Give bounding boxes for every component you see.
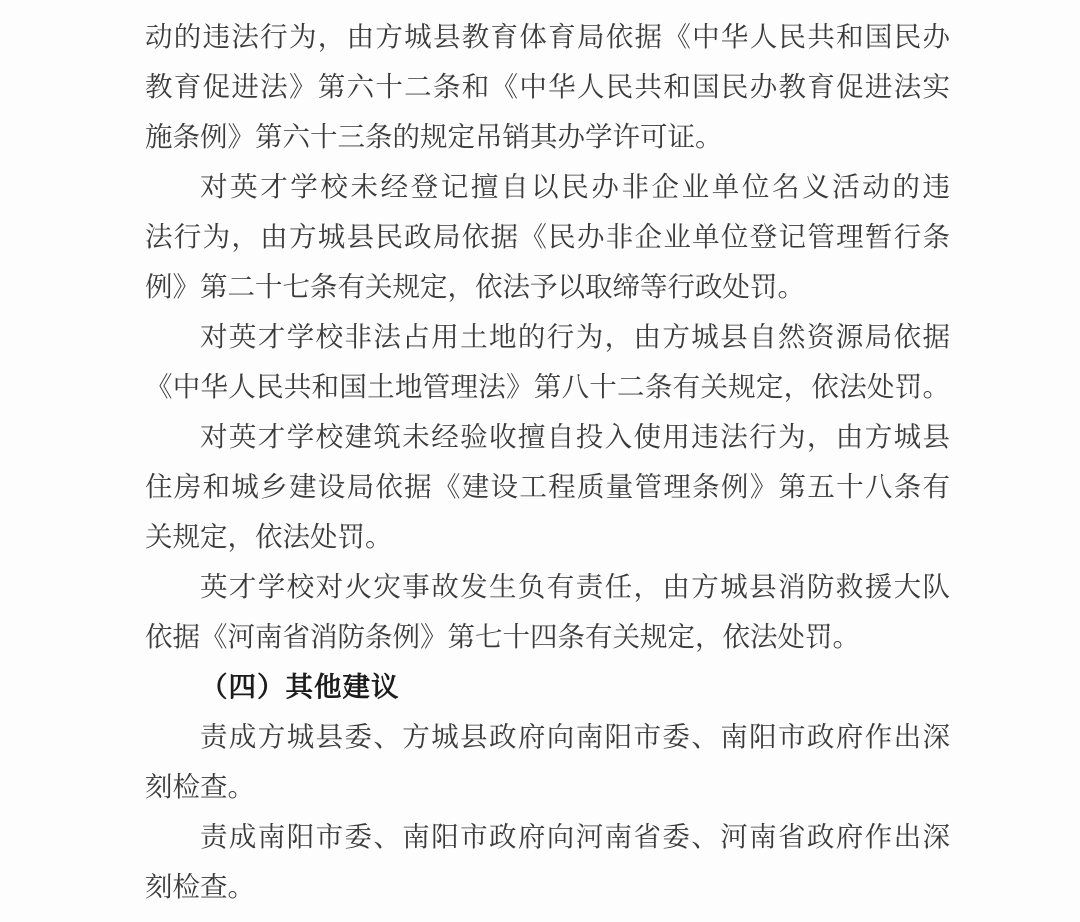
text-line: 对英才学校非法占用土地的行为，由方城县自然资源局依据: [200, 321, 950, 352]
text-line: 例》第二十七条有关规定，依法予以取缔等行政处罚。: [145, 271, 805, 302]
document-body: [145, 12, 950, 912]
section-heading: （四）其他建议: [200, 671, 400, 702]
text-line: 英才学校对火灾事故发生负有责任，由方城县消防救援大队: [200, 571, 950, 602]
text-line: 施条例》第六十三条的规定吊销其办学许可证。: [145, 121, 723, 152]
text-line: 教育促进法》第六十二条和《中华人民共和国民办教育促进法实: [145, 71, 950, 102]
text-line: 《中华人民共和国土地管理法》第八十二条有关规定，依法处罚。: [145, 371, 950, 402]
text-line: 依据《河南省消防条例》第七十四条有关规定，依法处罚。: [145, 621, 860, 652]
text-line: 对英才学校未经登记擅自以民办非企业单位名义活动的违: [200, 171, 950, 202]
text-line: 动的违法行为，由方城县教育体育局依据《中华人民共和国民办: [145, 21, 950, 52]
text-line: 住房和城乡建设局依据《建设工程质量管理条例》第五十八条有: [145, 471, 950, 502]
text-line: 责成方城县委、方城县政府向南阳市委、南阳市政府作出深: [200, 721, 950, 752]
text-line: 对英才学校建筑未经验收擅自投入使用违法行为，由方城县: [200, 421, 950, 452]
text-line: 刻检查。: [145, 871, 255, 902]
text-line: 关规定，依法处罚。: [145, 521, 393, 552]
text-line: 刻检查。: [145, 771, 255, 802]
text-line: 责成南阳市委、南阳市政府向河南省委、河南省政府作出深: [200, 821, 950, 852]
text-line: 法行为，由方城县民政局依据《民办非企业单位登记管理暂行条: [145, 221, 950, 252]
